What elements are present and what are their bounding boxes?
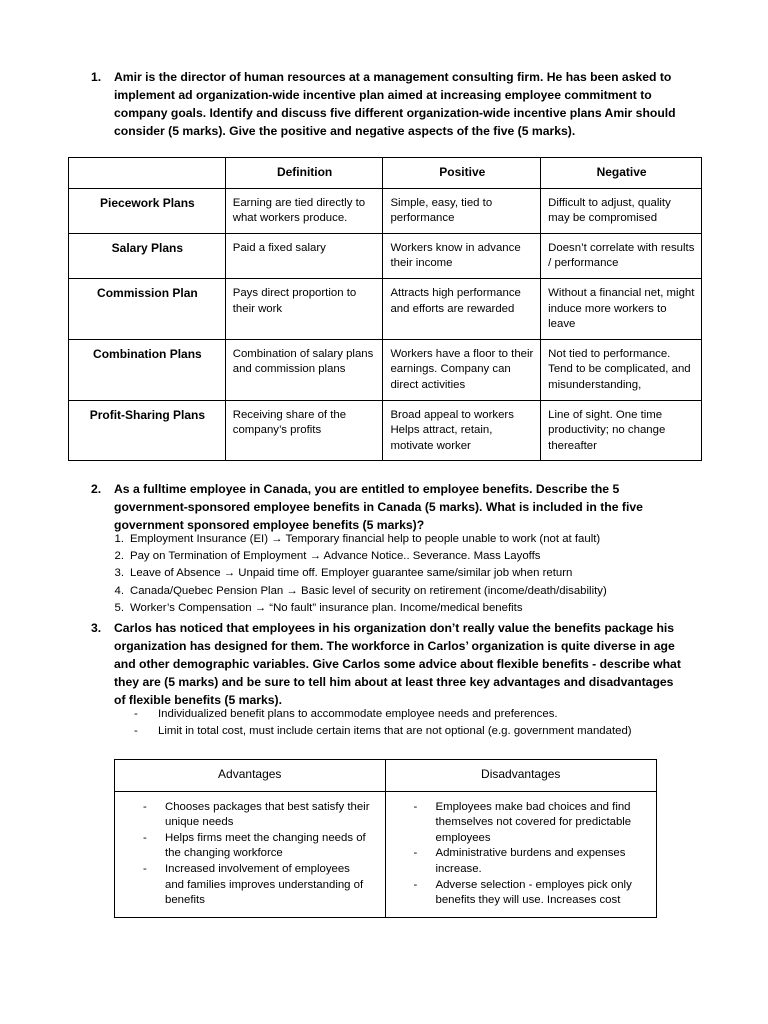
row-header: Piecework Plans xyxy=(69,188,226,233)
question-text xyxy=(114,619,681,709)
list-item-text: Pay on Termination of Employment → Advance Notice.. Severance. Mass Layoffs xyxy=(130,550,541,563)
question-text xyxy=(114,480,643,534)
row-header: Combination Plans xyxy=(69,339,226,400)
dash-bullet: - xyxy=(134,725,138,737)
list-item-text: Leave of Absence → Unpaid time off. Employer guarantee same/similar job when return xyxy=(130,567,573,580)
row-header: Commission Plan xyxy=(69,278,226,339)
list-item xyxy=(134,723,632,740)
table-cell: Workers know in advance their income xyxy=(383,233,541,278)
disadvantages-cell xyxy=(385,791,657,917)
row-header: Salary Plans xyxy=(69,233,226,278)
list-item-text: Helps firms meet the changing needs of the changing workforce xyxy=(165,831,366,860)
table-header-cell xyxy=(69,158,226,189)
question-number: 1. xyxy=(91,70,102,84)
list-item-text: Employees make bad choices and find themselves not covered for predictable employees xyxy=(435,800,632,844)
table-cell: Broad appeal to workers Helps attract, retain, motivate worker xyxy=(383,400,541,461)
advantages-list xyxy=(143,800,371,909)
list-item xyxy=(143,862,371,909)
list-item-text: Worker’s Compensation → “No fault” insurance plan. Income/medical benefits xyxy=(130,601,523,614)
table-header-row xyxy=(115,760,657,792)
question-line: and other demographic variables. Give Carlos some advice about flexible benefits - describe what xyxy=(114,657,681,671)
table-header-cell: Negative xyxy=(541,158,702,189)
list-number: 3. xyxy=(114,567,124,580)
table-cell: Doesn’t correlate with results / performance xyxy=(541,233,702,278)
dash-bullet: - xyxy=(143,862,147,875)
table-cell: Without a financial net, might induce more workers to leave xyxy=(541,278,702,339)
dash-bullet: - xyxy=(143,800,147,813)
list-item xyxy=(414,846,643,877)
table-cell: Combination of salary plans and commission plans xyxy=(225,339,383,400)
question-line: company goals. Identify and discuss five different organization-wide incentive plans Amir should xyxy=(114,106,676,120)
question-line: consider (5 marks). Give the positive and negative aspects of the five (5 marks). xyxy=(114,124,576,138)
table-cell: Earning are tied directly to what workers produce. xyxy=(225,188,383,233)
dash-bullet: - xyxy=(134,708,138,720)
question-line: As a fulltime employee in Canada, you are entitled to employee benefits. Describe the 5 xyxy=(114,482,620,496)
dash-bullet: - xyxy=(413,847,418,860)
question-line: implement ad organization-wide incentive plan aimed at increasing employee commitment to xyxy=(114,88,652,102)
table-cell: Not tied to performance. Tend to be complicated, and misunderstanding, xyxy=(541,339,702,400)
list-item-text: Limit in total cost, must include certain items that are not optional (e.g. government mandated) xyxy=(158,725,632,737)
table-cell: Attracts high performance and efforts are rewarded xyxy=(383,278,541,339)
table-cell: Pays direct proportion to their work xyxy=(225,278,383,339)
list-item xyxy=(143,831,371,862)
disadvantages-list xyxy=(414,800,643,909)
table-row xyxy=(69,339,702,400)
list-item xyxy=(114,565,607,582)
question-line: government-sponsored employee benefits in Canada (5 marks). What is included in the five xyxy=(114,500,643,514)
dash-bullet: - xyxy=(413,800,418,813)
list-item-text: Canada/Quebec Pension Plan → Basic level of security on retirement (income/death/disability) xyxy=(130,584,607,597)
table-cell: Receiving share of the company’s profits xyxy=(225,400,383,461)
list-item xyxy=(143,800,371,831)
table-row xyxy=(69,188,702,233)
table-header-cell: Positive xyxy=(383,158,541,189)
flexible-benefits-notes xyxy=(134,706,632,740)
list-number: 4. xyxy=(114,584,124,597)
list-item xyxy=(414,800,643,847)
question-line: Carlos has noticed that employees in his organization don’t really value the benefits package his xyxy=(114,621,675,635)
incentive-plans-table xyxy=(68,157,702,461)
list-item xyxy=(414,878,643,909)
question-text xyxy=(114,68,676,140)
list-item-text: Increased involvement of employees and families improves understanding of benefits xyxy=(165,862,364,907)
flexible-benefits-table xyxy=(114,759,657,918)
table-header-cell: Disadvantages xyxy=(385,760,657,792)
benefits-list xyxy=(114,531,607,617)
list-item xyxy=(114,583,607,600)
list-item xyxy=(114,531,607,548)
list-item-text: Chooses packages that best satisfy their unique needs xyxy=(165,800,370,829)
table-cell: Simple, easy, tied to performance xyxy=(383,188,541,233)
question-number: 3. xyxy=(91,621,102,635)
table-header-row xyxy=(69,158,702,189)
dash-bullet: - xyxy=(413,878,418,891)
table-cell: Workers have a floor to their earnings. Company can direct activities xyxy=(383,339,541,400)
list-number: 2. xyxy=(114,550,124,563)
question-line: Amir is the director of human resources at a management consulting firm. He has been asked to xyxy=(114,70,672,84)
table-cell: Paid a fixed salary xyxy=(225,233,383,278)
table-row xyxy=(69,233,702,278)
table-cell: Difficult to adjust, quality may be compromised xyxy=(541,188,702,233)
list-number: 5. xyxy=(114,601,124,614)
question-line: of flexible benefits (5 marks). xyxy=(114,693,282,707)
list-item-text: Administrative burdens and expenses increase. xyxy=(435,847,626,875)
table-row xyxy=(69,278,702,339)
list-item-text: Adverse selection - employes pick only benefits they will use. Increases cost xyxy=(435,878,632,907)
list-item xyxy=(134,706,632,723)
table-header-cell: Definition xyxy=(225,158,383,189)
question-number: 2. xyxy=(91,482,102,496)
question-line: government sponsored employee benefits (5 marks)? xyxy=(114,518,425,532)
list-item-text: Individualized benefit plans to accommodate employee needs and preferences. xyxy=(158,708,558,720)
list-item xyxy=(114,600,607,617)
question-line: they are (5 marks) and be sure to tell him about at least three key advantages and disadvantages xyxy=(114,675,674,689)
table-row xyxy=(115,791,657,917)
list-item-text: Employment Insurance (EI) → Temporary financial help to people unable to work (not at fault) xyxy=(130,533,601,545)
list-item xyxy=(114,548,607,565)
table-header-cell: Advantages xyxy=(115,760,386,792)
dash-bullet: - xyxy=(143,831,147,844)
table-row xyxy=(69,400,702,461)
table-cell: Line of sight. One time productivity; no change thereafter xyxy=(541,400,702,461)
row-header: Profit-Sharing Plans xyxy=(69,400,226,461)
list-number: 1. xyxy=(114,533,124,545)
question-line: organization has designed for them. The workforce in Carlos’ organization is quite diverse in age xyxy=(114,639,675,653)
advantages-cell xyxy=(115,791,386,917)
